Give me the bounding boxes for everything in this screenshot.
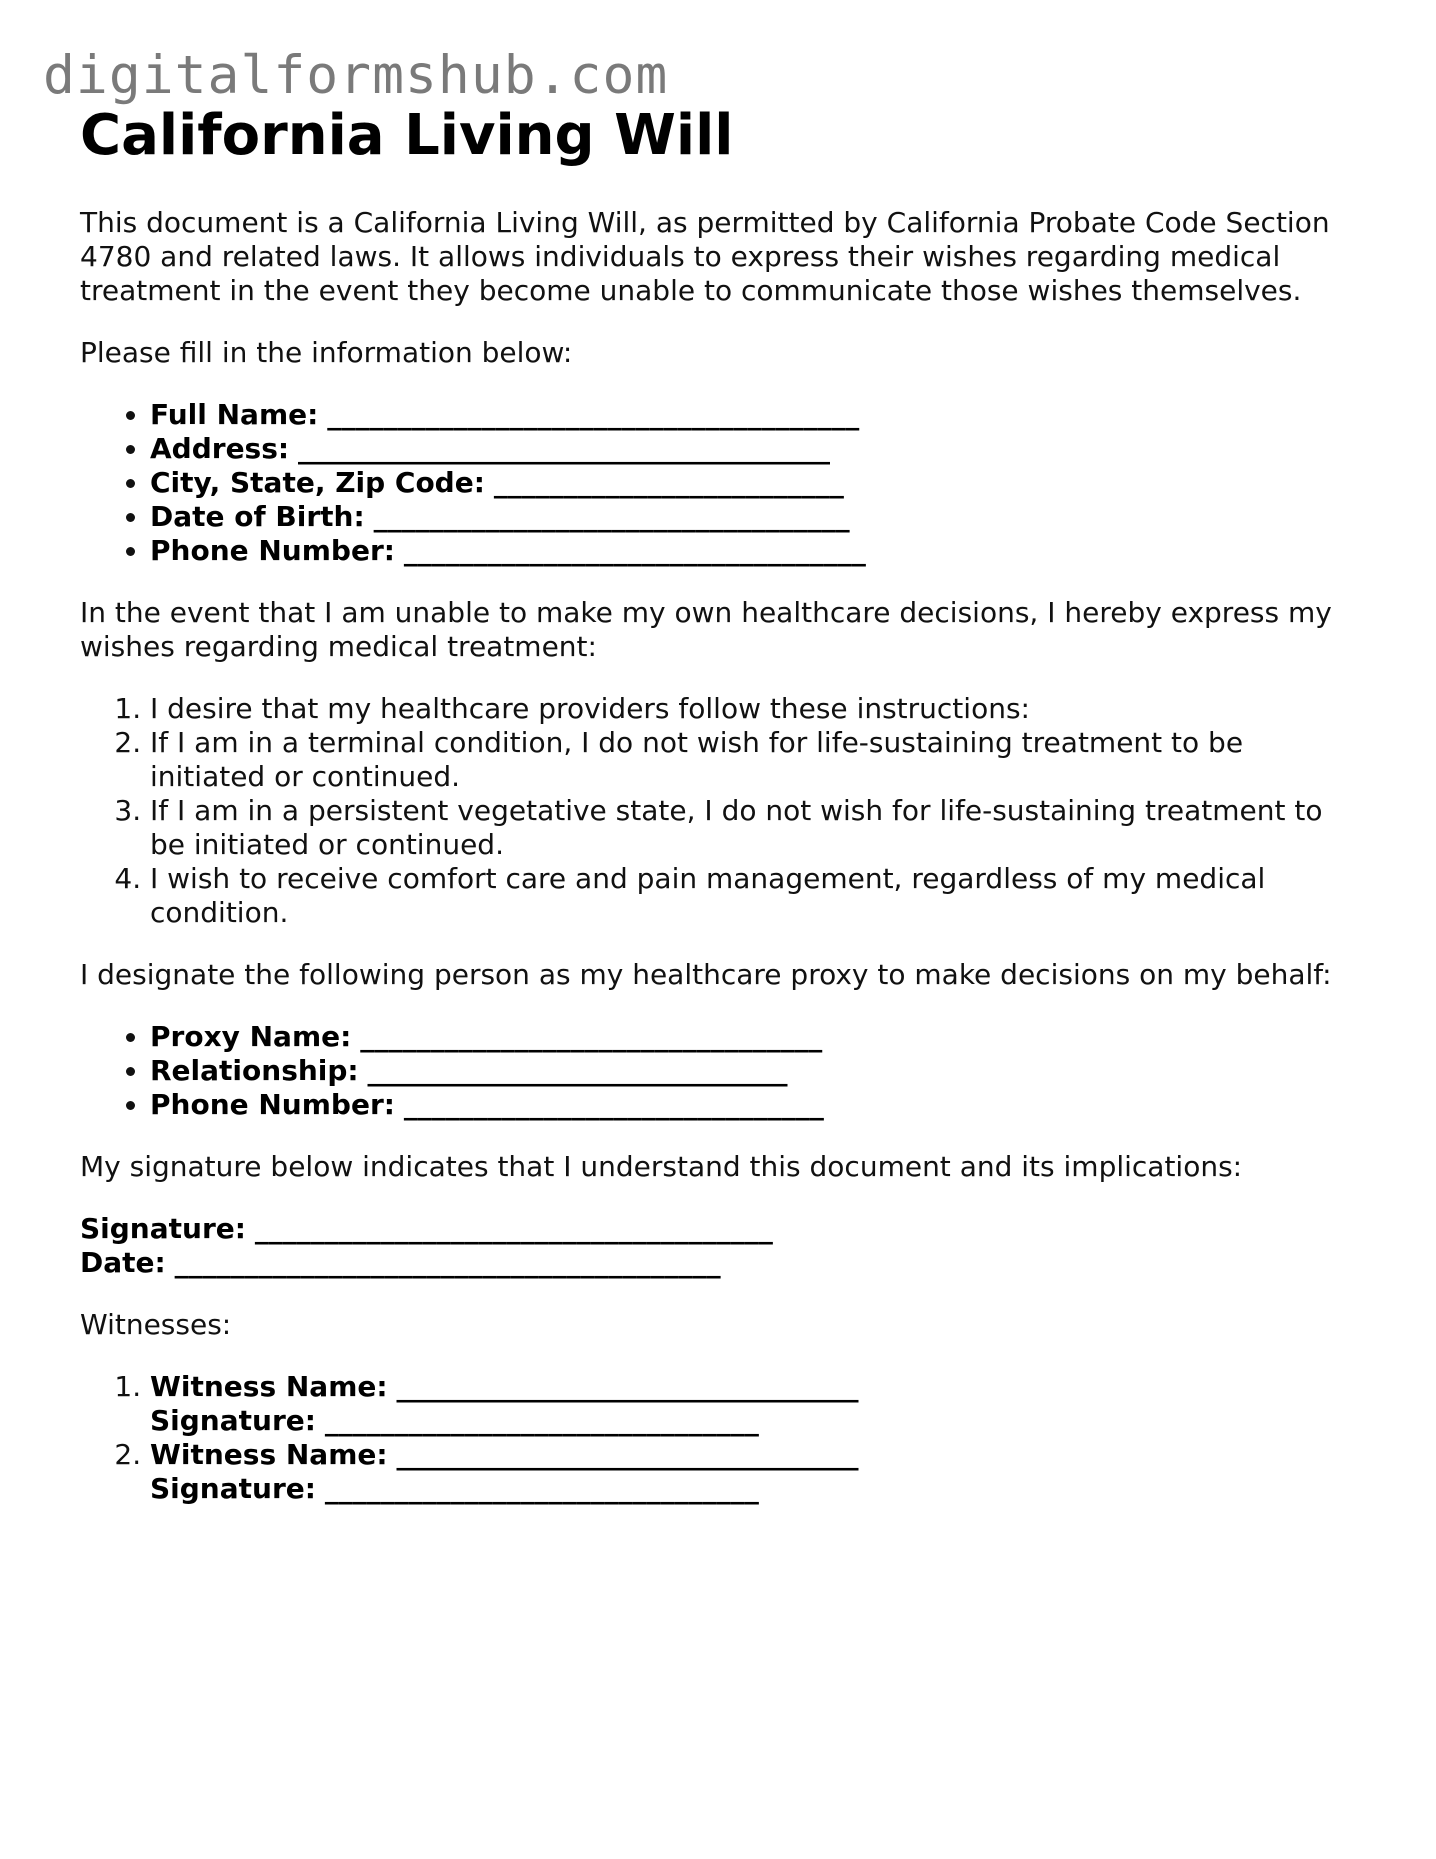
signature-line xyxy=(80,1212,1360,1246)
list-item xyxy=(150,1020,1360,1054)
witness-name-label: Witness Name: xyxy=(150,1370,388,1403)
wish-item: 2. If I am in a terminal condition, I do not wish for life-sustaining treatment to be initiated or continued. xyxy=(150,726,1360,794)
phone-number-blank[interactable]: _________________________________ xyxy=(403,534,866,567)
witness-item xyxy=(150,1370,1360,1438)
document xyxy=(80,100,1360,1506)
witness-name-blank[interactable]: _________________________________ xyxy=(396,1438,859,1471)
field-label-full-name: Full Name: xyxy=(150,398,319,431)
signature-label: Signature: xyxy=(80,1212,246,1245)
list-item xyxy=(150,500,1360,534)
date-of-birth-blank[interactable]: __________________________________ xyxy=(373,500,850,533)
date-label: Date: xyxy=(80,1246,166,1279)
date-blank[interactable]: _______________________________________ xyxy=(174,1246,721,1279)
wish-item: 3. If I am in a persistent vegetative state, I do not wish for life-sustaining treatment to be initiated or continued. xyxy=(150,794,1360,862)
witness-name-label: Witness Name: xyxy=(150,1438,388,1471)
list-item xyxy=(150,398,1360,432)
list-item xyxy=(150,432,1360,466)
field-label-proxy-phone: Phone Number: xyxy=(150,1088,395,1121)
page-title: California Living Will xyxy=(80,103,734,168)
wish-item: 1. I desire that my healthcare providers follow these instructions: xyxy=(150,692,1360,726)
witness-signature-blank[interactable]: _______________________________ xyxy=(324,1404,759,1437)
relationship-blank[interactable]: ______________________________ xyxy=(367,1054,788,1087)
wish-item: 4. I wish to receive comfort care and pain management, regardless of my medical condition. xyxy=(150,862,1360,930)
signature-block xyxy=(80,1212,1360,1280)
field-label-city-state-zip: City, State, Zip Code: xyxy=(150,466,485,499)
wishes-intro: In the event that I am unable to make my own healthcare decisions, I hereby express my wishes regarding medical treatment: xyxy=(80,596,1332,663)
witness-signature-line xyxy=(150,1472,1360,1506)
proxy-intro: I designate the following person as my healthcare proxy to make decisions on my behalf: xyxy=(80,958,1332,991)
list-item xyxy=(150,534,1360,568)
fill-prompt: Please fill in the information below: xyxy=(80,336,573,369)
signature-intro: My signature below indicates that I understand this document and its implications: xyxy=(80,1150,1243,1183)
date-line xyxy=(80,1246,1360,1280)
witness-signature-label: Signature: xyxy=(150,1404,316,1437)
witness-name-line xyxy=(150,1370,1360,1404)
witness-name-blank[interactable]: _________________________________ xyxy=(396,1370,859,1403)
list-item xyxy=(150,1054,1360,1088)
signature-blank[interactable]: _____________________________________ xyxy=(254,1212,773,1245)
witness-signature-label: Signature: xyxy=(150,1472,316,1505)
list-item xyxy=(150,1088,1360,1122)
wishes-list xyxy=(80,692,1360,930)
field-label-relationship: Relationship: xyxy=(150,1054,359,1087)
witness-name-line xyxy=(150,1438,1360,1472)
field-label-proxy-name: Proxy Name: xyxy=(150,1020,352,1053)
proxy-phone-blank[interactable]: ______________________________ xyxy=(403,1088,824,1121)
witness-list xyxy=(80,1370,1360,1506)
proxy-name-blank[interactable]: _________________________________ xyxy=(360,1020,823,1053)
witness-signature-line xyxy=(150,1404,1360,1438)
list-item xyxy=(150,466,1360,500)
intro-paragraph: This document is a California Living Will, as permitted by California Probate Code Section 4780 and related laws. It allows individuals to express their wishes regarding medical treatment in the event they become unable to communicate those wishes themselves. xyxy=(80,206,1330,307)
proxy-info-list xyxy=(80,1020,1360,1122)
witnesses-label: Witnesses: xyxy=(80,1308,232,1341)
personal-info-list xyxy=(80,398,1360,568)
witness-signature-blank[interactable]: _______________________________ xyxy=(324,1472,759,1505)
witness-item xyxy=(150,1438,1360,1506)
address-blank[interactable]: ______________________________________ xyxy=(298,432,830,465)
full-name-blank[interactable]: ______________________________________ xyxy=(327,398,860,431)
watermark: digitalformshub.com xyxy=(43,45,669,106)
city-state-zip-blank[interactable]: _________________________ xyxy=(493,466,844,499)
field-label-phone-number: Phone Number: xyxy=(150,534,395,567)
field-label-date-of-birth: Date of Birth: xyxy=(150,500,365,533)
field-label-address: Address: xyxy=(150,432,290,465)
